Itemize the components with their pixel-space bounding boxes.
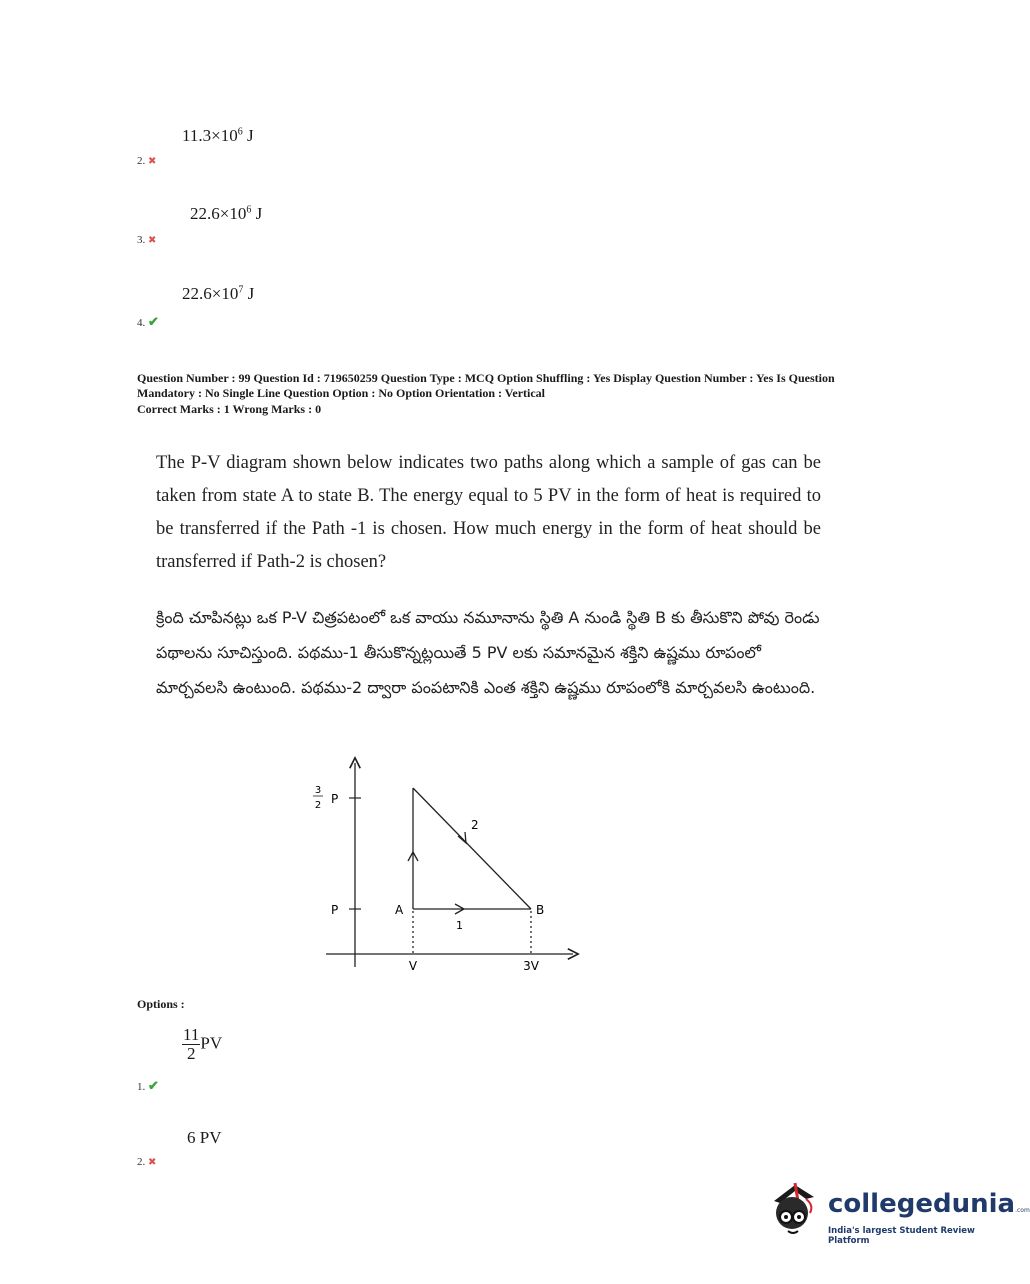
label-3-2p: P xyxy=(331,792,339,806)
label-b: B xyxy=(536,903,545,917)
check-icon: ✔ xyxy=(148,314,159,329)
prev-option-3-label[interactable]: 3. ✖ xyxy=(137,234,157,246)
option-1-fraction xyxy=(182,1026,200,1063)
logo-tagline: India's largest Student Review Platform xyxy=(828,1226,975,1246)
prev-option-2-label[interactable]: 2. ✖ xyxy=(137,155,157,167)
prev-option-4-value: $22.6\times 10^7$ J xyxy=(182,284,255,303)
label-p: P xyxy=(331,903,339,917)
collegedunia-logo[interactable] xyxy=(766,1177,1030,1247)
prev-option-4-label[interactable]: 4. ✔ xyxy=(137,314,159,329)
option-2-label[interactable]: 2. ✖ xyxy=(137,1156,157,1168)
question-meta xyxy=(137,371,917,417)
option-1-frac-num: 11 xyxy=(183,1025,200,1044)
label-path-2: 2 xyxy=(471,818,479,832)
meta-line-2: Mandatory : No Single Line Question Option : No Option Orientation : Vertical xyxy=(137,386,546,400)
question-text-english: The P-V diagram shown below indicates two paths along which a sample of gas can be taken from state A to state B. The energy equal to 5 PV in the form of heat is required to be transferred if the Path -1 is chosen. How much energy in the form of heat should be transferred if Path-2 is chosen? xyxy=(156,453,821,572)
logo-wordmark: collegedunia.com xyxy=(828,1189,1030,1219)
question-text-telugu: క్రింది చూపినట్లు ఒక P-V చిత్రపటంలో ఒక వాయు నమూనాను స్థితి A నుండి స్థితి B కు తీసుకొని పోవు రెండు పథాలను సూచిస్తుంది. పథము-1 తీసుకొన్నట్లయితే 5 PV లకు సమానమైన శక్తిని ఉష్ణము రూపంలో మార్చవలసి ఉంటుంది. పథము-2 ద్వారా పంపటానికి ఎంత శక్తిని ఉష్ణము రూపంలోకి మార్చవలసి ఉంటుంది. xyxy=(156,608,820,697)
prev-option-2-value: $11.3\times 10^6$ J xyxy=(182,126,254,145)
mascot-icon xyxy=(766,1179,824,1243)
label-a: A xyxy=(395,903,404,917)
label-v: V xyxy=(408,959,418,973)
label-3-den: 2 xyxy=(314,800,322,811)
options-label: Options : xyxy=(137,997,185,1011)
cross-icon: ✖ xyxy=(148,1157,157,1168)
option-1-label[interactable]: 1. ✔ xyxy=(137,1078,159,1093)
label-path-1: 1 xyxy=(456,919,463,932)
cross-icon: ✖ xyxy=(148,235,157,246)
check-icon: ✔ xyxy=(148,1078,159,1093)
logo-suffix: .com xyxy=(1015,1207,1030,1214)
option-1-suffix: PV xyxy=(200,1033,223,1053)
option-1-frac-den: 2 xyxy=(186,1044,196,1063)
path-2-diagonal xyxy=(413,788,531,909)
meta-line-3: Correct Marks : 1 Wrong Marks : 0 xyxy=(137,402,322,416)
prev-option-3-value: $22.6\times 10^6$ J xyxy=(190,204,263,223)
option-2-value: 6 PV xyxy=(187,1128,222,1147)
cross-icon: ✖ xyxy=(148,156,157,167)
pv-diagram xyxy=(300,755,585,975)
option-1-value xyxy=(182,1026,222,1063)
label-3-num: 3 xyxy=(314,785,322,796)
label-3v: 3V xyxy=(523,959,539,973)
meta-line-1: Question Number : 99 Question Id : 719650259 Question Type : MCQ Option Shuffling : Yes Display Question Number : Yes Is Question xyxy=(137,371,835,385)
